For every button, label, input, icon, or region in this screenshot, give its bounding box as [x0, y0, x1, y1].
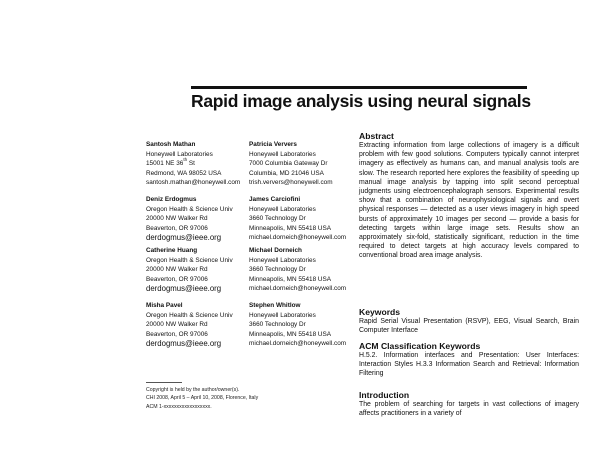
author-name: Misha Pavel [146, 302, 183, 309]
author-name: Michael Dorneich [249, 247, 302, 254]
author-org: Honeywell Laboratories [249, 256, 316, 264]
keywords-text: Rapid Serial Visual Presentation (RSVP), EEG, Visual Search, Brain Computer Interface [359, 318, 579, 335]
acm-heading: ACM Classification Keywords [359, 341, 481, 351]
author-address: 3660 Technology Dr [249, 266, 306, 274]
author-block [146, 140, 240, 188]
author-email: derdogmus@ieee.org [146, 284, 222, 294]
author-org: Honeywell Laboratories [146, 150, 213, 158]
author-address: 20000 NW Walker Rd [146, 215, 208, 223]
author-city: Minneapolis, MN 55418 USA [249, 224, 332, 232]
footnote-rule [146, 382, 182, 383]
acm-id-line: ACM 1-xxxxxxxxxxxxxxxxxx. [146, 403, 212, 410]
author-email: michael.dorneich@honeywell.com [249, 340, 347, 348]
author-city: Beaverton, OR 97006 [146, 330, 208, 338]
author-email: michael.dorneich@honeywell.com [249, 234, 347, 242]
abstract-text: Extracting information from large collections of imagery is a difficult problem with few good solutions. Computers typically cannot interpret imagery as effectively as humans can, and manual analysis tools are slow. The research reported here explores the feasibility of speeding up manual image analysis by tapping into split second perceptual judgments using electroencephalograph sensors. Experimental results show that a combination of neurophysiological signals and overt physical responses — detected as a user views imagery in high speed bursts of approximately 10 images per second — provide a basis for detecting targets within large image sets. Results show an approximately six-fold, statistically significant, reduction in the time required to detect targets at high accuracy levels compared to conventional broad area image analysis. [359, 142, 579, 260]
author-address: 7000 Columbia Gateway Dr [249, 160, 328, 168]
author-address: 3660 Technology Dr [249, 321, 306, 329]
author-org: Oregon Health & Science Univ [146, 205, 233, 213]
author-block [249, 140, 333, 188]
author-org: Oregon Health & Science Univ [146, 256, 233, 264]
abstract-section [359, 131, 579, 261]
author-address: 15001 NE 36th St [146, 157, 195, 168]
author-name: Patricia Ververs [249, 141, 297, 148]
author-org: Honeywell Laboratories [249, 150, 316, 158]
copyright-notice [146, 386, 258, 411]
author-name: Stephen Whitlow [249, 302, 301, 309]
author-org: Oregon Health & Science Univ [146, 311, 233, 319]
author-email: santosh.mathan@honeywell.com [146, 179, 241, 187]
author-name: James Carciofini [249, 196, 301, 203]
author-block [249, 246, 346, 294]
copyright-line: Copyright is held by the author/owner(s). [146, 387, 240, 393]
introduction-heading: Introduction [359, 390, 410, 400]
author-city: Beaverton, OR 97006 [146, 224, 208, 232]
keywords-section [359, 307, 579, 335]
paper-title: Rapid image analysis using neural signals [191, 91, 531, 111]
keywords-heading: Keywords [359, 307, 401, 317]
author-email: trish.ververs@honeywell.com [249, 179, 333, 187]
conference-line: CHI 2008, April 5 – April 10, 2008, Florence, Italy [146, 395, 259, 402]
introduction-section [359, 390, 579, 418]
author-block [249, 195, 346, 243]
author-block [146, 301, 233, 349]
author-city: Beaverton, OR 97006 [146, 275, 208, 283]
introduction-text: The problem of searching for targets in vast collections of imagery affects practitioners in a variety of [359, 401, 579, 418]
author-org: Honeywell Laboratories [249, 205, 316, 213]
author-address: 3660 Technology Dr [249, 215, 306, 223]
author-city: Minneapolis, MN 55418 USA [249, 330, 332, 338]
abstract-heading: Abstract [359, 131, 394, 141]
author-city: Minneapolis, MN 55418 USA [249, 275, 332, 283]
author-address: 20000 NW Walker Rd [146, 266, 208, 274]
author-block [249, 301, 346, 349]
author-email: derdogmus@ieee.org [146, 339, 222, 349]
acm-section [359, 341, 579, 379]
author-email: michael.dorneich@honeywell.com [249, 285, 347, 293]
author-org: Honeywell Laboratories [249, 311, 316, 319]
author-name: Santosh Mathan [146, 141, 196, 148]
author-city: Redmond, WA 98052 USA [146, 169, 222, 177]
title-rule [191, 86, 527, 89]
author-name: Catherine Huang [146, 247, 198, 254]
author-email: derdogmus@ieee.org [146, 233, 222, 243]
author-city: Columbia, MD 21046 USA [249, 169, 324, 177]
author-address: 20000 NW Walker Rd [146, 321, 208, 329]
author-block [146, 195, 233, 243]
author-block [146, 246, 233, 294]
author-name: Deniz Erdogmus [146, 196, 197, 203]
acm-text: H.5.2. Information interfaces and Presentation: User Interfaces: Interaction Styles H.3.3 Information Search and Retrieval: Information Filtering [359, 352, 579, 378]
